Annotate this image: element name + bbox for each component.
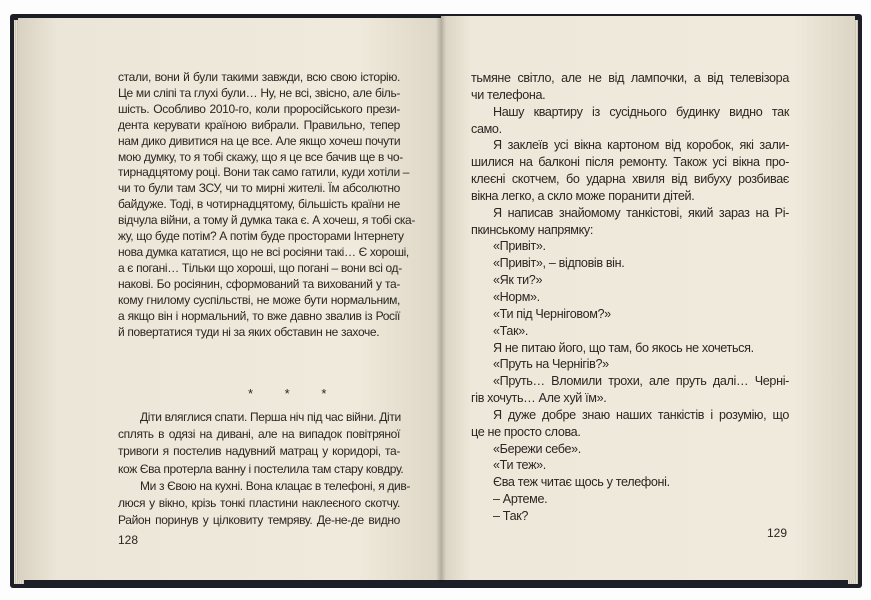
text-line: жу, що буде потім? А потім буде просторами Інтернету [118, 229, 404, 244]
text-line: стали, вони й були такими завжди, всю свою історію. [118, 70, 400, 84]
text-line: вікна легко, а скло може поранити дітей. [471, 188, 695, 203]
text-line: а є погані… Тільки що хороші, що погані – вони всі од- [118, 260, 402, 275]
text-line: й повертатися туди ні за яких обставин не захоче. [118, 324, 380, 339]
text-line: «Ти під Черніговом?» [493, 306, 611, 321]
text-line: Ми з Євою на кухні. Вона клацає в телефоні, я див- [140, 478, 411, 493]
text-line: клеєні скотчем, бо ударна хвиля від вибуху розбиває [471, 172, 789, 187]
text-line: Я не питаю його, що там, бо якось не хочеться. [493, 340, 754, 355]
text-line: Єва теж читає щось у телефоні. [493, 475, 670, 490]
text-line: чи то були там ЗСУ, чи то мирні жителі. Їм абсолютно [118, 181, 400, 196]
text-line: – Артеме. [493, 492, 548, 507]
text-line: «Як ти?» [493, 273, 543, 288]
text-line: сплять в одязі на дивані, але на випадок повітряної [118, 427, 400, 442]
text-line: а якщо він і нормальний, то вже давно звалив із Росії [118, 308, 400, 323]
text-line: само. [471, 121, 502, 136]
left-page [18, 18, 441, 580]
text-line: «Пруть… Вломили трохи, але пруть далі… Черні- [493, 374, 789, 389]
right-page-text [471, 70, 789, 525]
text-line: Це ми сліпі та глухі були… Ну, не всі, звісно, але біль- [118, 85, 400, 100]
text-line: «Привіт», – відповів він. [493, 256, 625, 271]
text-line: це не просто слова. [471, 424, 581, 439]
left-page-text-bottom [118, 409, 411, 529]
text-line: мою думку, то я тобі скажу, що я це все бачив ще в чо- [118, 149, 403, 164]
text-line: Діти вляглися спати. Перша ніч під час війни. Діти [140, 410, 401, 424]
text-line: Я дуже добре знаю наших танкістів і розумію, що [493, 407, 789, 422]
text-line: нам дико дивитися на це все. Але якщо хочеш почути [118, 133, 401, 148]
text-line: тирнадцятому році. Вони так само гатили, куди хотіли – [118, 165, 410, 180]
text-line: «Бережи себе». [493, 441, 581, 456]
text-line: шість. Особливо 2010-го, коли проросійського прези- [118, 101, 400, 116]
text-line: кому гнилому суспільстві, не може бути нормальним, [118, 292, 400, 307]
text-line: Район поринув у цілковиту темряву. Де-не-де видно [118, 513, 400, 528]
text-line: «Привіт». [493, 239, 546, 254]
text-line: кож Єва протерла ванну і постелила там стару ковдру. [118, 461, 404, 476]
text-line: тьмяне світло, але не від лампочки, а від телевізора [471, 71, 789, 85]
text-line: Нашу квартиру із сусіднього будинку видно так [493, 104, 789, 119]
text-line: люся у вікно, крізь тонкі пластини наклеєного скотчу. [118, 496, 400, 511]
text-line: чи телефона. [471, 87, 546, 102]
book-gutter [436, 16, 446, 582]
text-line: нова думка кататися, що не всі росіяни такі… Є хороші, [118, 244, 409, 259]
page-number-left: 128 [118, 533, 139, 547]
page-number-right: 129 [767, 526, 788, 540]
text-line: дента керувати країною вибрали. Правильно, тепер [118, 117, 400, 132]
text-line: – Так? [493, 508, 529, 523]
text-line: «Ти теж». [493, 458, 546, 473]
section-break: * * * [248, 386, 341, 401]
right-page [441, 16, 855, 580]
text-line: Я написав знайомому танкістові, який зараз на Рі- [493, 205, 789, 220]
text-line: гів хочуть… Але хуй їм». [471, 391, 607, 406]
text-line: пкинському напрямку: [471, 222, 593, 237]
text-line: «Пруть на Чернігів?» [493, 357, 609, 372]
text-line: «Норм». [493, 289, 540, 304]
text-line: байдуже. Тоді, в чотирнадцятому, більшість країни не [118, 197, 400, 212]
text-line: відчула війни, а тому й думка така є. А хочеш, я тобі ска- [118, 213, 416, 228]
text-line: «Так». [493, 323, 529, 338]
text-line: Я заклеїв усі вікна картоном від коробок, які зали- [493, 138, 789, 153]
text-line: шилися на балконі після ремонту. Також усі вікна про- [471, 155, 789, 170]
text-line: тривоги я постелив надувний матрац у коридорі, та- [118, 444, 400, 459]
text-line: накові. Бо росіянин, сформований та вихований у та- [118, 276, 400, 291]
left-page-text-top [118, 70, 416, 340]
